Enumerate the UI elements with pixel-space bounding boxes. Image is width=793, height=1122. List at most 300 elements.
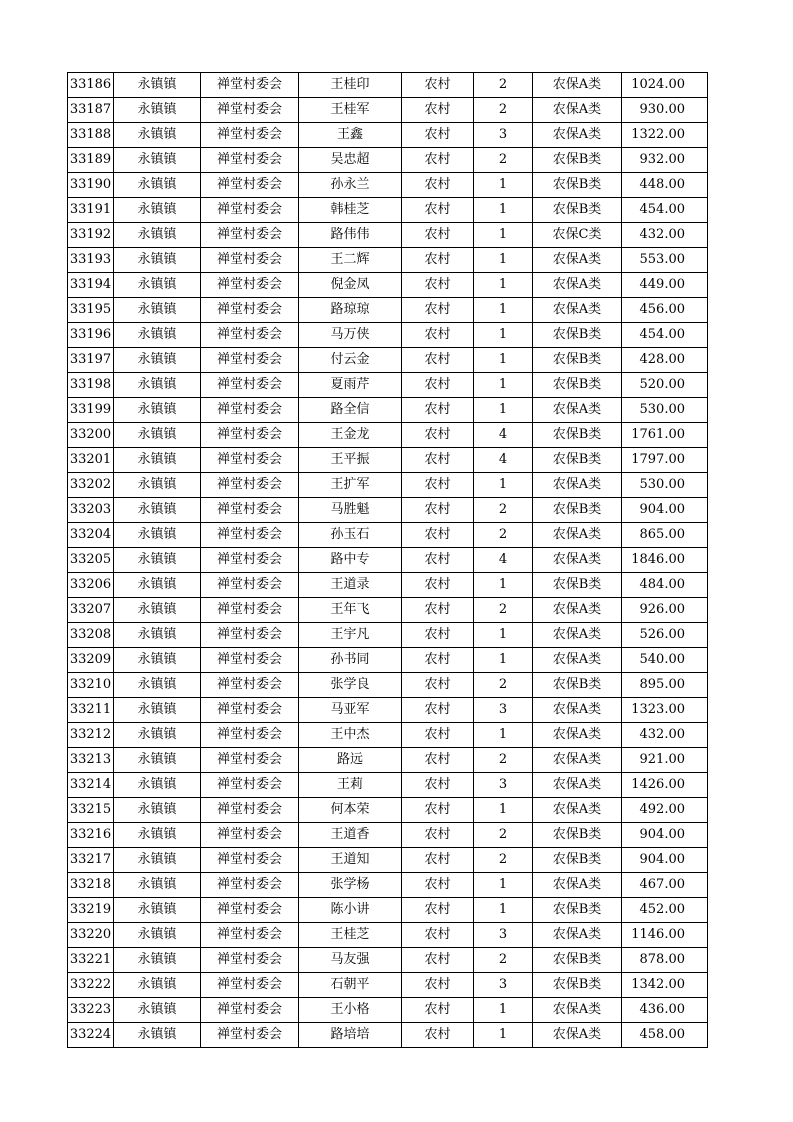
name-cell: 陈小讲: [299, 898, 402, 923]
town-cell: 永镇镇: [114, 798, 201, 823]
category-cell: 农保A类: [533, 548, 622, 573]
id-cell: 33211: [68, 698, 114, 723]
count-cell: 1: [474, 1023, 533, 1048]
count-cell: 2: [474, 148, 533, 173]
area-cell: 农村: [402, 473, 474, 498]
category-cell: 农保B类: [533, 573, 622, 598]
town-cell: 永镇镇: [114, 98, 201, 123]
amount-cell: 492.00: [622, 798, 708, 823]
town-cell: 永镇镇: [114, 573, 201, 598]
table-row: [68, 673, 708, 698]
amount-cell: 904.00: [622, 848, 708, 873]
id-cell: 33195: [68, 298, 114, 323]
area-cell: 农村: [402, 73, 474, 98]
id-cell: 33218: [68, 873, 114, 898]
town-cell: 永镇镇: [114, 723, 201, 748]
name-cell: 王平振: [299, 448, 402, 473]
area-cell: 农村: [402, 873, 474, 898]
village-cell: 禅堂村委会: [201, 798, 299, 823]
table-row: [68, 173, 708, 198]
records-table-body: [68, 73, 708, 1048]
table-row: [68, 198, 708, 223]
area-cell: 农村: [402, 198, 474, 223]
village-cell: 禅堂村委会: [201, 898, 299, 923]
table-row: [68, 298, 708, 323]
area-cell: 农村: [402, 373, 474, 398]
name-cell: 石朝平: [299, 973, 402, 998]
town-cell: 永镇镇: [114, 473, 201, 498]
table-row: [68, 873, 708, 898]
name-cell: 何本荣: [299, 798, 402, 823]
table-row: [68, 473, 708, 498]
id-cell: 33217: [68, 848, 114, 873]
amount-cell: 1426.00: [622, 773, 708, 798]
area-cell: 农村: [402, 548, 474, 573]
area-cell: 农村: [402, 298, 474, 323]
village-cell: 禅堂村委会: [201, 523, 299, 548]
id-cell: 33191: [68, 198, 114, 223]
village-cell: 禅堂村委会: [201, 323, 299, 348]
count-cell: 2: [474, 823, 533, 848]
id-cell: 33210: [68, 673, 114, 698]
count-cell: 1: [474, 273, 533, 298]
table-row: [68, 448, 708, 473]
amount-cell: 467.00: [622, 873, 708, 898]
category-cell: 农保A类: [533, 923, 622, 948]
amount-cell: 1322.00: [622, 123, 708, 148]
town-cell: 永镇镇: [114, 923, 201, 948]
name-cell: 孙永兰: [299, 173, 402, 198]
amount-cell: 436.00: [622, 998, 708, 1023]
table-row: [68, 323, 708, 348]
town-cell: 永镇镇: [114, 1023, 201, 1048]
area-cell: 农村: [402, 148, 474, 173]
name-cell: 孙玉石: [299, 523, 402, 548]
area-cell: 农村: [402, 748, 474, 773]
category-cell: 农保B类: [533, 823, 622, 848]
village-cell: 禅堂村委会: [201, 198, 299, 223]
area-cell: 农村: [402, 498, 474, 523]
name-cell: 马万侠: [299, 323, 402, 348]
area-cell: 农村: [402, 898, 474, 923]
amount-cell: 540.00: [622, 648, 708, 673]
amount-cell: 553.00: [622, 248, 708, 273]
area-cell: 农村: [402, 223, 474, 248]
village-cell: 禅堂村委会: [201, 623, 299, 648]
area-cell: 农村: [402, 248, 474, 273]
table-row: [68, 948, 708, 973]
town-cell: 永镇镇: [114, 898, 201, 923]
id-cell: 33189: [68, 148, 114, 173]
village-cell: 禅堂村委会: [201, 673, 299, 698]
id-cell: 33209: [68, 648, 114, 673]
town-cell: 永镇镇: [114, 248, 201, 273]
village-cell: 禅堂村委会: [201, 248, 299, 273]
amount-cell: 904.00: [622, 498, 708, 523]
count-cell: 4: [474, 423, 533, 448]
count-cell: 1: [474, 298, 533, 323]
table-row: [68, 698, 708, 723]
town-cell: 永镇镇: [114, 423, 201, 448]
name-cell: 韩桂芝: [299, 198, 402, 223]
name-cell: 王道香: [299, 823, 402, 848]
records-table: [67, 72, 708, 1048]
village-cell: 禅堂村委会: [201, 348, 299, 373]
name-cell: 张学杨: [299, 873, 402, 898]
category-cell: 农保B类: [533, 373, 622, 398]
table-row: [68, 223, 708, 248]
id-cell: 33214: [68, 773, 114, 798]
name-cell: 马亚军: [299, 698, 402, 723]
id-cell: 33199: [68, 398, 114, 423]
area-cell: 农村: [402, 773, 474, 798]
area-cell: 农村: [402, 723, 474, 748]
table-row: [68, 148, 708, 173]
count-cell: 3: [474, 698, 533, 723]
table-row: [68, 898, 708, 923]
id-cell: 33213: [68, 748, 114, 773]
town-cell: 永镇镇: [114, 148, 201, 173]
amount-cell: 530.00: [622, 473, 708, 498]
amount-cell: 449.00: [622, 273, 708, 298]
category-cell: 农保A类: [533, 698, 622, 723]
village-cell: 禅堂村委会: [201, 698, 299, 723]
name-cell: 王桂军: [299, 98, 402, 123]
town-cell: 永镇镇: [114, 698, 201, 723]
category-cell: 农保B类: [533, 498, 622, 523]
area-cell: 农村: [402, 648, 474, 673]
village-cell: 禅堂村委会: [201, 648, 299, 673]
id-cell: 33190: [68, 173, 114, 198]
town-cell: 永镇镇: [114, 823, 201, 848]
table-row: [68, 248, 708, 273]
name-cell: 王道知: [299, 848, 402, 873]
area-cell: 农村: [402, 598, 474, 623]
count-cell: 1: [474, 373, 533, 398]
name-cell: 付云金: [299, 348, 402, 373]
id-cell: 33208: [68, 623, 114, 648]
count-cell: 1: [474, 873, 533, 898]
town-cell: 永镇镇: [114, 498, 201, 523]
id-cell: 33202: [68, 473, 114, 498]
village-cell: 禅堂村委会: [201, 98, 299, 123]
area-cell: 农村: [402, 848, 474, 873]
name-cell: 王金龙: [299, 423, 402, 448]
category-cell: 农保A类: [533, 1023, 622, 1048]
amount-cell: 432.00: [622, 723, 708, 748]
name-cell: 马友强: [299, 948, 402, 973]
table-row: [68, 598, 708, 623]
count-cell: 1: [474, 623, 533, 648]
id-cell: 33219: [68, 898, 114, 923]
name-cell: 王桂芝: [299, 923, 402, 948]
table-row: [68, 998, 708, 1023]
category-cell: 农保B类: [533, 848, 622, 873]
id-cell: 33204: [68, 523, 114, 548]
category-cell: 农保A类: [533, 748, 622, 773]
village-cell: 禅堂村委会: [201, 973, 299, 998]
town-cell: 永镇镇: [114, 748, 201, 773]
amount-cell: 1761.00: [622, 423, 708, 448]
village-cell: 禅堂村委会: [201, 948, 299, 973]
town-cell: 永镇镇: [114, 673, 201, 698]
name-cell: 吴忠超: [299, 148, 402, 173]
table-row: [68, 523, 708, 548]
count-cell: 3: [474, 923, 533, 948]
category-cell: 农保A类: [533, 73, 622, 98]
id-cell: 33200: [68, 423, 114, 448]
category-cell: 农保A类: [533, 298, 622, 323]
category-cell: 农保A类: [533, 523, 622, 548]
category-cell: 农保B类: [533, 898, 622, 923]
table-row: [68, 623, 708, 648]
table-row: [68, 348, 708, 373]
area-cell: 农村: [402, 948, 474, 973]
count-cell: 1: [474, 348, 533, 373]
area-cell: 农村: [402, 398, 474, 423]
amount-cell: 1846.00: [622, 548, 708, 573]
village-cell: 禅堂村委会: [201, 723, 299, 748]
amount-cell: 530.00: [622, 398, 708, 423]
village-cell: 禅堂村委会: [201, 773, 299, 798]
name-cell: 王鑫: [299, 123, 402, 148]
id-cell: 33188: [68, 123, 114, 148]
village-cell: 禅堂村委会: [201, 298, 299, 323]
village-cell: 禅堂村委会: [201, 548, 299, 573]
count-cell: 1: [474, 473, 533, 498]
village-cell: 禅堂村委会: [201, 223, 299, 248]
village-cell: 禅堂村委会: [201, 748, 299, 773]
id-cell: 33187: [68, 98, 114, 123]
name-cell: 路培培: [299, 1023, 402, 1048]
village-cell: 禅堂村委会: [201, 148, 299, 173]
village-cell: 禅堂村委会: [201, 923, 299, 948]
name-cell: 路伟伟: [299, 223, 402, 248]
area-cell: 农村: [402, 348, 474, 373]
town-cell: 永镇镇: [114, 323, 201, 348]
town-cell: 永镇镇: [114, 273, 201, 298]
town-cell: 永镇镇: [114, 523, 201, 548]
area-cell: 农村: [402, 998, 474, 1023]
area-cell: 农村: [402, 923, 474, 948]
table-row: [68, 798, 708, 823]
name-cell: 王年飞: [299, 598, 402, 623]
village-cell: 禅堂村委会: [201, 373, 299, 398]
name-cell: 马胜魁: [299, 498, 402, 523]
town-cell: 永镇镇: [114, 198, 201, 223]
village-cell: 禅堂村委会: [201, 1023, 299, 1048]
village-cell: 禅堂村委会: [201, 423, 299, 448]
town-cell: 永镇镇: [114, 773, 201, 798]
id-cell: 33212: [68, 723, 114, 748]
table-row: [68, 648, 708, 673]
name-cell: 路琼琼: [299, 298, 402, 323]
town-cell: 永镇镇: [114, 448, 201, 473]
village-cell: 禅堂村委会: [201, 998, 299, 1023]
count-cell: 1: [474, 173, 533, 198]
area-cell: 农村: [402, 698, 474, 723]
name-cell: 夏雨芹: [299, 373, 402, 398]
category-cell: 农保A类: [533, 248, 622, 273]
count-cell: 1: [474, 648, 533, 673]
town-cell: 永镇镇: [114, 348, 201, 373]
category-cell: 农保A类: [533, 873, 622, 898]
village-cell: 禅堂村委会: [201, 823, 299, 848]
name-cell: 王二辉: [299, 248, 402, 273]
amount-cell: 454.00: [622, 198, 708, 223]
area-cell: 农村: [402, 823, 474, 848]
village-cell: 禅堂村委会: [201, 73, 299, 98]
area-cell: 农村: [402, 323, 474, 348]
amount-cell: 456.00: [622, 298, 708, 323]
village-cell: 禅堂村委会: [201, 848, 299, 873]
id-cell: 33186: [68, 73, 114, 98]
table-row: [68, 1023, 708, 1048]
table-row: [68, 123, 708, 148]
count-cell: 2: [474, 73, 533, 98]
name-cell: 王小格: [299, 998, 402, 1023]
category-cell: 农保B类: [533, 198, 622, 223]
category-cell: 农保B类: [533, 948, 622, 973]
category-cell: 农保B类: [533, 173, 622, 198]
category-cell: 农保B类: [533, 973, 622, 998]
name-cell: 王扩军: [299, 473, 402, 498]
category-cell: 农保B类: [533, 323, 622, 348]
village-cell: 禅堂村委会: [201, 273, 299, 298]
area-cell: 农村: [402, 973, 474, 998]
amount-cell: 926.00: [622, 598, 708, 623]
town-cell: 永镇镇: [114, 973, 201, 998]
id-cell: 33221: [68, 948, 114, 973]
amount-cell: 930.00: [622, 98, 708, 123]
id-cell: 33220: [68, 923, 114, 948]
count-cell: 1: [474, 898, 533, 923]
area-cell: 农村: [402, 523, 474, 548]
count-cell: 2: [474, 98, 533, 123]
id-cell: 33196: [68, 323, 114, 348]
id-cell: 33224: [68, 1023, 114, 1048]
town-cell: 永镇镇: [114, 848, 201, 873]
count-cell: 1: [474, 573, 533, 598]
area-cell: 农村: [402, 573, 474, 598]
category-cell: 农保A类: [533, 623, 622, 648]
count-cell: 1: [474, 323, 533, 348]
table-row: [68, 748, 708, 773]
name-cell: 王宇凡: [299, 623, 402, 648]
category-cell: 农保A类: [533, 998, 622, 1023]
count-cell: 4: [474, 448, 533, 473]
amount-cell: 428.00: [622, 348, 708, 373]
amount-cell: 452.00: [622, 898, 708, 923]
name-cell: 路全信: [299, 398, 402, 423]
count-cell: 1: [474, 998, 533, 1023]
count-cell: 1: [474, 398, 533, 423]
name-cell: 张学良: [299, 673, 402, 698]
category-cell: 农保B类: [533, 148, 622, 173]
table-row: [68, 723, 708, 748]
category-cell: 农保A类: [533, 773, 622, 798]
count-cell: 1: [474, 723, 533, 748]
name-cell: 王桂印: [299, 73, 402, 98]
area-cell: 农村: [402, 798, 474, 823]
town-cell: 永镇镇: [114, 373, 201, 398]
name-cell: 路远: [299, 748, 402, 773]
amount-cell: 432.00: [622, 223, 708, 248]
amount-cell: 526.00: [622, 623, 708, 648]
category-cell: 农保C类: [533, 223, 622, 248]
amount-cell: 932.00: [622, 148, 708, 173]
town-cell: 永镇镇: [114, 73, 201, 98]
village-cell: 禅堂村委会: [201, 873, 299, 898]
count-cell: 3: [474, 123, 533, 148]
amount-cell: 1797.00: [622, 448, 708, 473]
town-cell: 永镇镇: [114, 998, 201, 1023]
village-cell: 禅堂村委会: [201, 173, 299, 198]
amount-cell: 921.00: [622, 748, 708, 773]
id-cell: 33205: [68, 548, 114, 573]
count-cell: 3: [474, 973, 533, 998]
area-cell: 农村: [402, 173, 474, 198]
category-cell: 农保A类: [533, 648, 622, 673]
category-cell: 农保A类: [533, 398, 622, 423]
name-cell: 王莉: [299, 773, 402, 798]
id-cell: 33223: [68, 998, 114, 1023]
category-cell: 农保A类: [533, 273, 622, 298]
town-cell: 永镇镇: [114, 598, 201, 623]
village-cell: 禅堂村委会: [201, 398, 299, 423]
count-cell: 1: [474, 248, 533, 273]
table-row: [68, 923, 708, 948]
count-cell: 1: [474, 223, 533, 248]
id-cell: 33207: [68, 598, 114, 623]
area-cell: 农村: [402, 98, 474, 123]
count-cell: 4: [474, 548, 533, 573]
table-row: [68, 398, 708, 423]
town-cell: 永镇镇: [114, 223, 201, 248]
id-cell: 33197: [68, 348, 114, 373]
category-cell: 农保A类: [533, 598, 622, 623]
table-row: [68, 498, 708, 523]
id-cell: 33194: [68, 273, 114, 298]
name-cell: 王道录: [299, 573, 402, 598]
area-cell: 农村: [402, 273, 474, 298]
town-cell: 永镇镇: [114, 873, 201, 898]
count-cell: 2: [474, 498, 533, 523]
count-cell: 3: [474, 773, 533, 798]
count-cell: 2: [474, 748, 533, 773]
town-cell: 永镇镇: [114, 623, 201, 648]
table-row: [68, 73, 708, 98]
amount-cell: 1323.00: [622, 698, 708, 723]
category-cell: 农保A类: [533, 723, 622, 748]
table-row: [68, 823, 708, 848]
area-cell: 农村: [402, 673, 474, 698]
town-cell: 永镇镇: [114, 173, 201, 198]
count-cell: 2: [474, 523, 533, 548]
village-cell: 禅堂村委会: [201, 598, 299, 623]
area-cell: 农村: [402, 448, 474, 473]
category-cell: 农保A类: [533, 473, 622, 498]
table-row: [68, 423, 708, 448]
id-cell: 33198: [68, 373, 114, 398]
count-cell: 2: [474, 598, 533, 623]
id-cell: 33193: [68, 248, 114, 273]
count-cell: 2: [474, 848, 533, 873]
town-cell: 永镇镇: [114, 123, 201, 148]
table-row: [68, 548, 708, 573]
id-cell: 33201: [68, 448, 114, 473]
count-cell: 1: [474, 798, 533, 823]
